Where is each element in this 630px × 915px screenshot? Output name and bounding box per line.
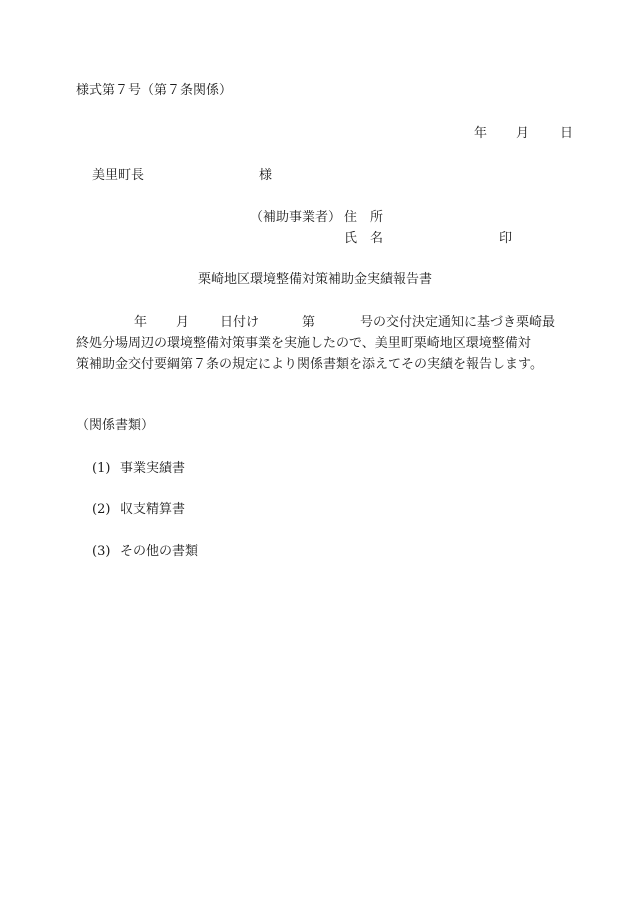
attachment-item-label: その他の書類: [120, 544, 199, 559]
applicant-role: （補助事業者）: [250, 210, 342, 225]
body-number-prefix: 第: [302, 315, 316, 330]
body-clause: 号の交付決定通知に基づき栗崎最: [360, 315, 556, 330]
applicant-name-label: 氏 名: [344, 231, 384, 246]
attachment-item-number: (3): [92, 544, 111, 559]
attachment-item-label: 収支精算書: [120, 502, 186, 517]
date-month-label: 月: [516, 126, 530, 141]
form-number: 様式第７号（第７条関係）: [76, 83, 233, 98]
attachment-item-number: (2): [92, 502, 111, 517]
document-title: 栗崎地区環境整備対策補助金実績報告書: [198, 272, 433, 287]
attachment-item-number: (1): [92, 461, 111, 476]
attachments-heading: （関係書類）: [76, 418, 155, 433]
seal-mark: 印: [499, 231, 513, 246]
body-year: 年: [134, 315, 148, 330]
body-line-3: 策補助金交付要綱第７条の規定により関係書類を添えてその実績を報告します。: [76, 357, 543, 372]
date-year-label: 年: [474, 126, 488, 141]
addressee-title: 美里町長: [92, 168, 145, 183]
body-line-2: 終処分場周辺の環境整備対策事業を実施したので、美里町栗崎地区環境整備対: [76, 336, 531, 351]
body-dated: 日付け: [220, 315, 260, 330]
addressee-honorific: 様: [259, 168, 273, 183]
attachment-item-label: 事業実績書: [120, 461, 186, 476]
applicant-address-label: 住 所: [344, 210, 384, 225]
body-month: 月: [176, 315, 190, 330]
date-day-label: 日: [560, 126, 574, 141]
